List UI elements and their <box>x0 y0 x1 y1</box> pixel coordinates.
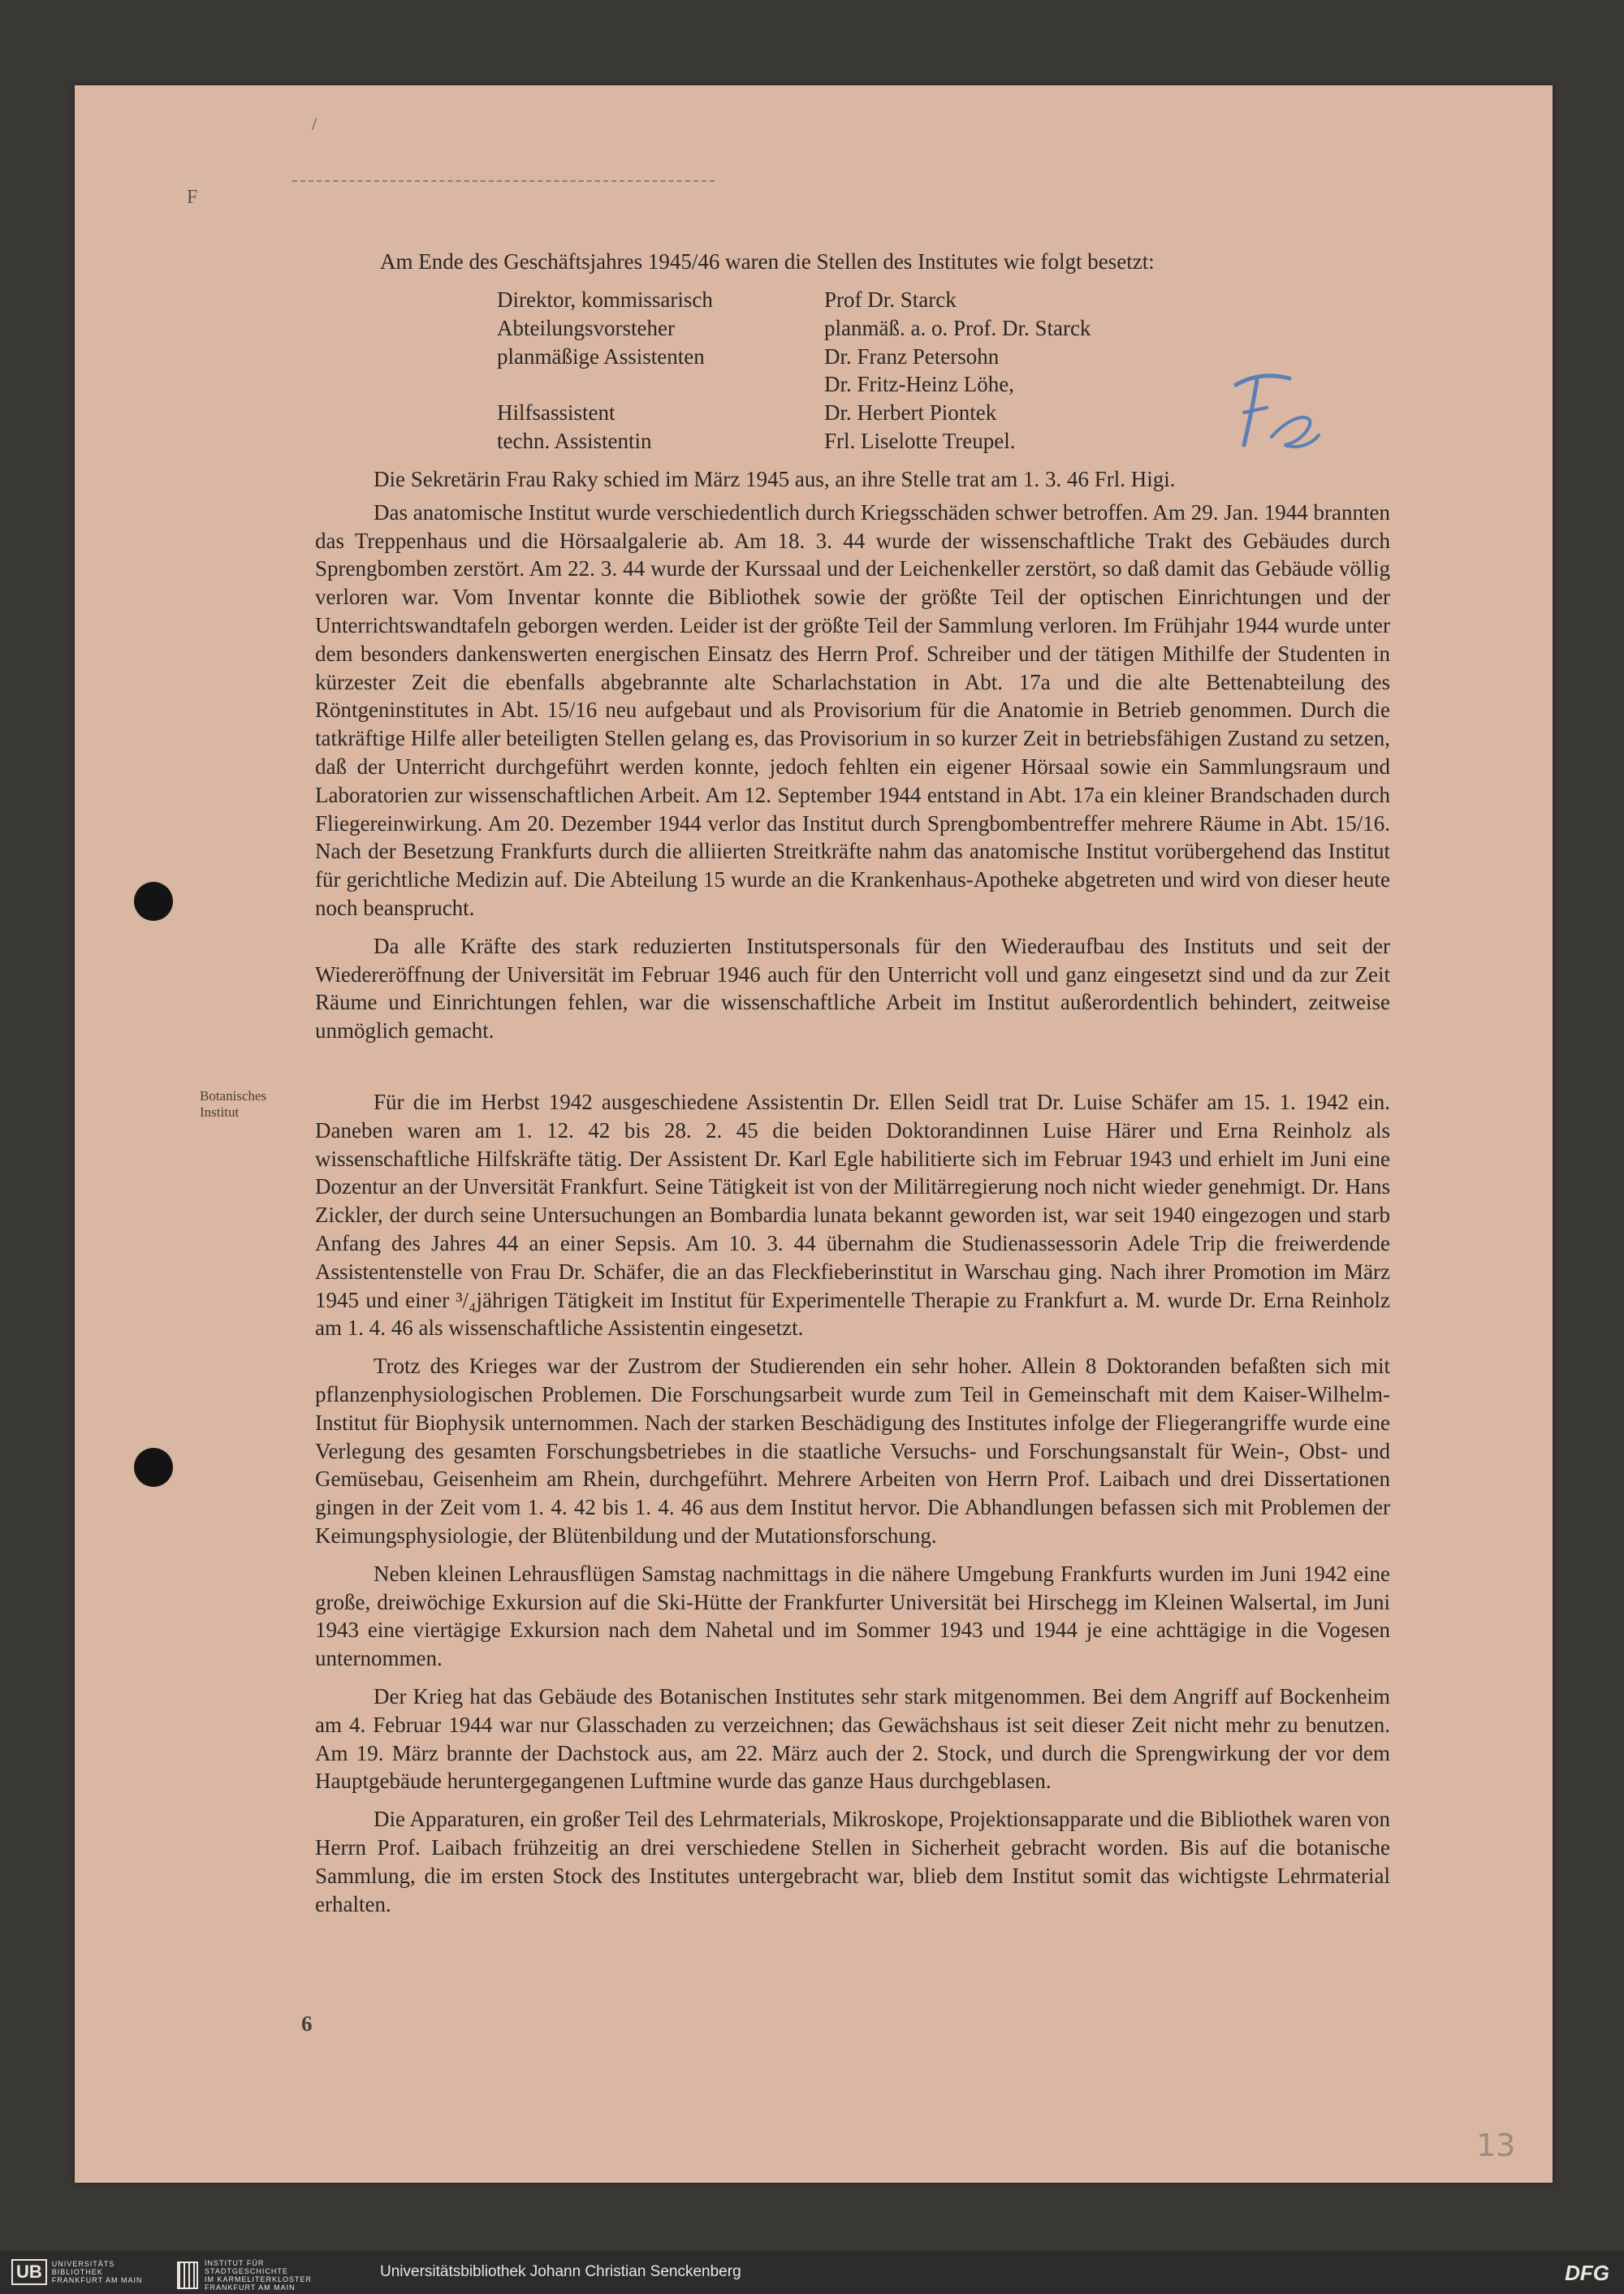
paragraph: Trotz des Krieges war der Zustrom der Studierenden ein sehr hoher. Allein 8 Doktoranden befaßten sich mit pflanzenphysiologischen Problemen. Die Forschungsarbeit wurde zum Teil in Gemeinschaft mit dem Kaiser-Wilhelm-Institut für Biophysik unternommen. Nach der starken Beschädigung des Institutes infolge der Fliegerangriffe wurde eine Verlegung des gesamten Forschungsbetriebes in die staatliche Versuchs- und Forschungsanstalt für Wein-, Obst- und Gemüsebau, Geisenheim am Rhein, durchgeführt. Mehrere Arbeiten von Herrn Prof. Laibach und drei Dissertationen gingen in der Zeit vom 1. 4. 42 bis 1. 4. 46 aus dem Institut hervor. Die Abhandlungen befassen sich mit Problemen der Keimungsphysiologie, der Blütenbildung und der Mutationsforschung. <box>315 1354 1390 1548</box>
ub-logo-text <box>52 2260 143 2284</box>
library-name: Universitätsbibliothek Johann Christian Senckenberg <box>380 2263 741 2280</box>
viewer-footer <box>0 2251 1624 2294</box>
handwritten-initials <box>1224 367 1322 456</box>
margin-label-line: Institut <box>200 1104 240 1120</box>
staff-row <box>497 427 1309 456</box>
logo-line: FRANKFURT AM MAIN <box>51 2276 143 2284</box>
isg-logo[interactable] <box>177 2259 312 2292</box>
staff-role: Abteilungsvorsteher <box>497 315 675 340</box>
logo-line: IM KARMELITERKLOSTER <box>205 2275 313 2283</box>
dashed-rule <box>292 180 715 182</box>
staff-role: Direktor, kommissarisch <box>497 287 713 312</box>
page-number: 6 <box>301 2011 313 2036</box>
paragraph: Der Krieg hat das Gebäude des Botanischen Institutes sehr stark mitgenommen. Bei dem Angriff auf Bockenheim am 4. Februar 1944 war nur Glasschaden zu verzeichnen; das Gewächshaus ist seit dieser Zeit nicht mehr zu benutzen. Am 19. März brannte der Dachstock aus, am 22. März auch der 2. Stock, und durch die Sprengwirkung der vor dem Hauptgebäude heruntergegangenen Luftmine wurde das ganze Haus durchgeblasen. <box>315 1683 1390 1794</box>
staff-role: techn. Assistentin <box>497 428 652 453</box>
archive-number: 13 <box>1476 2128 1516 2163</box>
staff-name: Dr. Franz Petersohn <box>824 343 1000 369</box>
staff-row <box>497 399 1309 427</box>
ub-logo-mark: UB <box>11 2259 47 2285</box>
page-mark: F <box>187 187 198 208</box>
paragraph: Die Sekretärin Frau Raky schied im März 1945 aus, an ihre Stelle trat am 1. 3. 46 Frl. Higi. <box>374 467 1176 491</box>
staff-list <box>497 286 1309 456</box>
staff-role: planmäßige Assistenten <box>497 343 705 369</box>
binder-hole-bottom <box>134 1448 173 1487</box>
paragraph: Neben kleinen Lehrausflügen Samstag nachmittags in die nähere Umgebung Frankfurts wurden im Juni 1942 eine große, dreiwöchige Exkursion auf die Ski-Hütte der Frankfurter Universität bei Hirschegg im Kleinen Walsertal, im Juni 1943 eine viertägige Exkursion nach dem Nahetal und im Sommer 1943 und 1944 je eine achttägige in die Vogesen unternommen. <box>315 1561 1390 1671</box>
isg-logo-text <box>205 2259 312 2292</box>
botany-section <box>315 1088 1390 1928</box>
staff-role <box>497 370 824 399</box>
staff-name: Dr. Herbert Piontek <box>824 400 997 426</box>
logo-line: FRANKFURT AM MAIN <box>205 2283 296 2292</box>
logo-line: BIBLIOTHEK <box>51 2268 103 2276</box>
ub-logo[interactable] <box>11 2259 142 2285</box>
paragraph: Die Apparaturen, ein großer Teil des Lehrmaterials, Mikroskope, Projektionsapparate und die Bibliothek waren von Herrn Prof. Laibach frühzeitig an drei verschiedene Stellen in Sicherheit gebracht worden. Bis auf die botanische Sammlung, die im ersten Stock des Institutes untergebracht war, blieb dem Institut somit das wichtigste Lehrmaterial erhalten. <box>315 1807 1390 1916</box>
logo-line: UNIVERSITÄTS <box>51 2260 115 2268</box>
binder-hole-top <box>134 882 173 921</box>
logo-line: STADTGESCHICHTE <box>205 2267 288 2275</box>
staff-name: Frl. Liselotte Treupel. <box>824 428 1016 453</box>
building-icon <box>177 2262 198 2289</box>
anatomy-section <box>315 465 1390 1055</box>
margin-label <box>200 1088 297 1121</box>
paragraph: Für die im Herbst 1942 ausgeschiedene Assistentin Dr. Ellen Seidl trat Dr. Luise Schäfer am 15. 1. 1942 ein. Daneben waren am 1. 12. 42 bis 28. 2. 45 die beiden Doktorandinnen Luise Härer und Erna Reinholz als wissenschaftliche Hilfskräfte tätig. Der Assistent Dr. Karl Egle habilitierte sich im Februar 1943 und erhielt im Juni eine Dozentur an der Unversität Frankfurt. Seine Tätigkeit ist von der Militärregierung noch nicht wieder genehmigt. Dr. Hans Zickler, der durch seine Untersuchungen an Bombardia lunata bekannt geworden ist, war seit 1940 eingezogen und starb Anfang des Jahres 44 an einer Sepsis. Am 10. 3. 44 übernahm die Studienassessorin Adele Trip die freiwerdende Assistentenstelle von Frau Dr. Schäfer, die an das Fleckfieberinstitut in Warschau ging. Nach ihrer Promotion im März 1945 und einer ³/₄jährigen Tätigkeit im Institut für Experimentelle Therapie zu Frankfurt a. M. wurde Dr. Erna Reinholz am 1. 4. 46 als wissenschaftliche Assistentin eingesetzt. <box>315 1090 1390 1341</box>
staff-name: Prof Dr. Starck <box>824 287 957 312</box>
staff-row <box>497 314 1309 343</box>
staff-row <box>497 370 1309 399</box>
paragraph: Da alle Kräfte des stark reduzierten Institutspersonals für den Wiederaufbau des Instituts und seit der Wiedereröffnung der Universität im Februar 1946 auch für den Unterricht voll und ganz eingesetzt sind und da zur Zeit Räume und Einrichtungen fehlen, war die wissenschaftliche Arbeit im Institut außerordentlich behindert, zeitweise unmöglich gemacht. <box>315 933 1390 1043</box>
pen-mark: / <box>312 114 317 134</box>
paragraph: Das anatomische Institut wurde verschiedentlich durch Kriegsschäden schwer betroffen. Am 29. Jan. 1944 brannten das Treppenhaus und die Hörsaalgalerie ab. Am 18. 3. 44 wurde der wissenschaftliche Trakt des Gebäudes durch Sprengbomben zerstört. Am 22. 3. 44 wurde der Kurssaal und der Leichenkeller zerstört, so daß damit das Gebäude völlig verloren war. Vom Inventar konnte die Bibliothek sowie der größte Teil der optischen Einrichtungen und der Unterrichtswandtafeln geborgen werden. Leider ist der größte Teil der Sammlung verloren. Im Frühjahr 1944 wurde unter dem besonders dankenswerten energischen Einsatz des Herrn Prof. Schreiber und der tätigen Mithilfe der Studenten in kürzester Zeit die ebenfalls abgebrannte alte Scharlachstation in Abt. 17a und die alte Bettenabteilung des Röntgeninstitutes in Abt. 15/16 neu aufgebaut und als Provisorium für die Anatomie in Betrieb genommen. Durch die tatkräftige Hilfe aller beteiligten Stellen gelang es, das Provisorium in so kurzer Zeit in betriebsfähigen Zustand zu setzen, daß der Unterricht durchgeführt werden konnte, jedoch fehlten ein eigener Hörsaal sowie ein Sammlungsraum und Laboratorien zur wissenschaftlichen Arbeit. Am 12. September 1944 entstand in Abt. 17a ein kleiner Brandschaden durch Fliegereinwirkung. Am 20. Dezember 1944 verlor das Institut durch Sprengbombentreffer mehrere Räume in Abt. 15/16. Nach der Besetzung Frankfurts durch die alliierten Streitkräfte nahm das anatomische Institut vorübergehend das Institut für gerichtliche Medizin auf. Die Abteilung 15 wurde an die Krankenhaus-Apotheke abgetreten und wird von dieser heute noch beansprucht. <box>315 499 1390 920</box>
staff-row <box>497 286 1309 314</box>
margin-label-line: Botanisches <box>200 1088 267 1104</box>
staff-name: planmäß. a. o. Prof. Dr. Starck <box>824 315 1091 340</box>
intro-line: Am Ende des Geschäftsjahres 1945/46 waren die Stellen des Institutes wie folgt besetzt: <box>380 249 1155 274</box>
logo-line: INSTITUT FÜR <box>205 2259 265 2267</box>
dfg-logo[interactable]: DFG <box>1565 2261 1609 2285</box>
staff-row <box>497 343 1309 371</box>
staff-role: Hilfsassistent <box>497 400 615 426</box>
staff-name: Dr. Fritz-Heinz Löhe, <box>824 372 1014 397</box>
